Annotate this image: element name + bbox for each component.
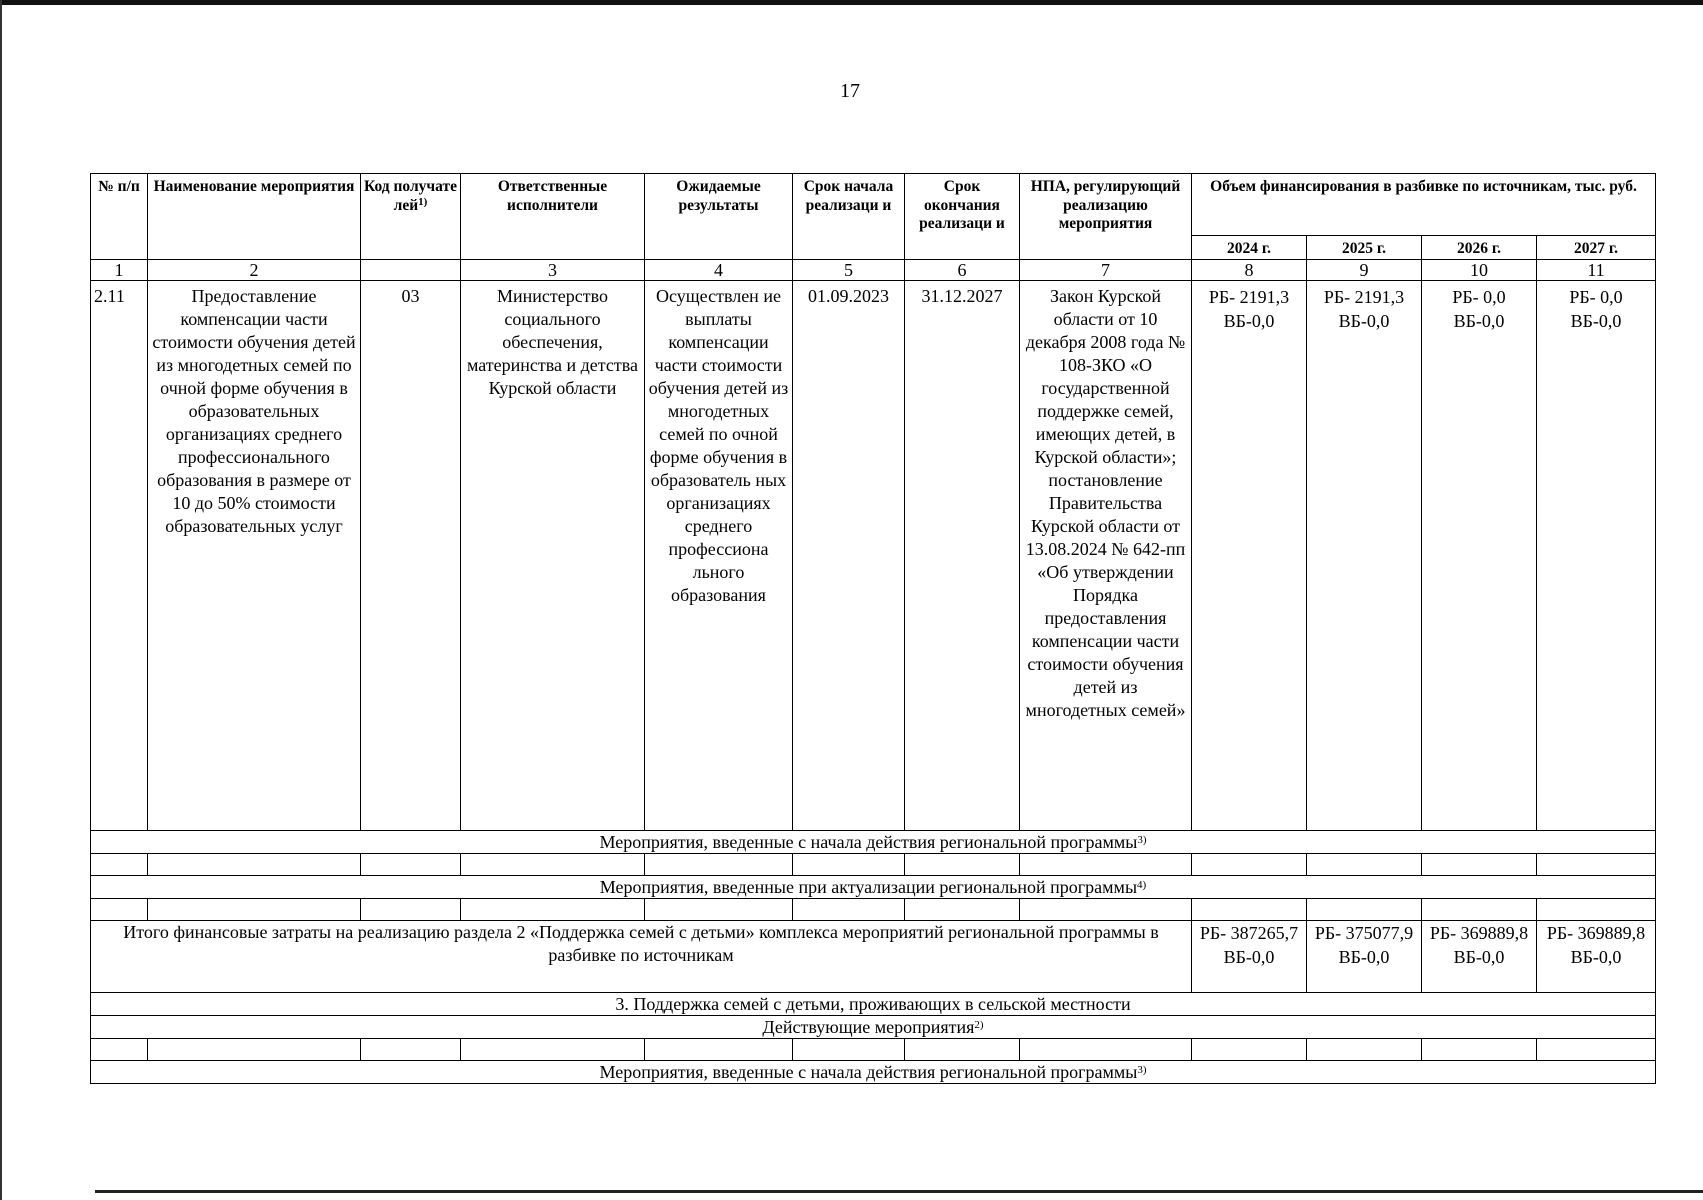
empty-cell — [91, 1038, 148, 1060]
row-npa: Закон Курской области от 10 декабря 2008 года № 108-ЗКО «О государственной поддержке семей, имеющих детей, в Курской области»; постановление Правительства Курской области от 13.08.2024 № 642-пп «Об утверждении Порядка предоставления компенсации части стоимости обучения детей из многодетных семей» — [1020, 280, 1192, 830]
page-number: 17 — [840, 80, 860, 102]
section-text: Мероприятия, введенные при актуализации региональной программы — [599, 876, 1138, 897]
empty-cell — [1192, 898, 1307, 920]
empty-cell — [91, 853, 148, 875]
empty-cell — [148, 898, 361, 920]
empty-cell — [793, 898, 905, 920]
empty-cell — [793, 853, 905, 875]
header-start: Срок начала реализаци и — [793, 174, 905, 260]
header-finance: Объем финансирования в разбивке по источникам, тыс. руб. — [1192, 174, 1656, 236]
column-number: 11 — [1537, 259, 1656, 280]
header-num: № п/п — [91, 174, 148, 260]
empty-cell — [1422, 1038, 1537, 1060]
scan-bottom-border — [95, 1190, 1703, 1193]
total-fin-2026 — [1422, 920, 1537, 992]
empty-cell — [793, 1038, 905, 1060]
fin-rb: РБ- 2191,3 — [1323, 286, 1405, 307]
empty-cell — [91, 898, 148, 920]
row-fin-2025 — [1307, 280, 1422, 830]
fin-rb: РБ- 375077,9 — [1314, 922, 1414, 943]
column-number: 7 — [1020, 259, 1192, 280]
empty-cell — [645, 853, 793, 875]
section-row — [91, 992, 1656, 1015]
column-number: 5 — [793, 259, 905, 280]
table-row — [91, 280, 1656, 830]
column-number: 1 — [91, 259, 148, 280]
section-row — [91, 1060, 1656, 1083]
empty-cell — [1422, 898, 1537, 920]
header-row — [91, 174, 1656, 236]
empty-cell — [148, 853, 361, 875]
empty-cell — [905, 1038, 1020, 1060]
header-code — [361, 174, 461, 260]
row-code: 03 — [361, 280, 461, 830]
row-num: 2.11 — [91, 280, 148, 830]
empty-cell — [148, 1038, 361, 1060]
row-start: 01.09.2023 — [793, 280, 905, 830]
empty-cell — [361, 853, 461, 875]
footnote-3: 3) — [1137, 833, 1147, 846]
section-text: Действующие мероприятия — [762, 1016, 975, 1037]
header-year: 2027 г. — [1537, 236, 1656, 260]
empty-cell — [1307, 853, 1422, 875]
fin-vb: ВБ-0,0 — [1223, 946, 1275, 967]
scan-top-border — [0, 0, 1703, 5]
header-year: 2024 г. — [1192, 236, 1307, 260]
fin-rb: РБ- 0,0 — [1569, 286, 1623, 307]
empty-row — [91, 853, 1656, 875]
measures-table — [90, 173, 1656, 1084]
column-numbers-row — [91, 259, 1656, 280]
empty-cell — [1307, 1038, 1422, 1060]
empty-cell — [1537, 1038, 1656, 1060]
section-text: Мероприятия, введенные с начала действия региональной программы — [599, 1061, 1138, 1082]
empty-cell — [1307, 898, 1422, 920]
section-3-title: 3. Поддержка семей с детьми, проживающих в сельской местности — [91, 992, 1656, 1015]
empty-cell — [361, 898, 461, 920]
empty-cell — [1422, 853, 1537, 875]
fin-vb: ВБ-0,0 — [1338, 310, 1390, 331]
empty-cell — [1537, 853, 1656, 875]
column-number: 8 — [1192, 259, 1307, 280]
total-fin-2025 — [1307, 920, 1422, 992]
fin-rb: РБ- 369889,8 — [1429, 922, 1529, 943]
empty-cell — [905, 853, 1020, 875]
row-fin-2026 — [1422, 280, 1537, 830]
empty-row — [91, 898, 1656, 920]
empty-cell — [461, 1038, 645, 1060]
column-number: 2 — [148, 259, 361, 280]
column-number: 3 — [461, 259, 645, 280]
scan-left-border — [0, 0, 2, 1200]
fin-rb: РБ- 387265,7 — [1199, 922, 1299, 943]
row-executors: Министерство социального обеспечения, материнства и детства Курской области — [461, 280, 645, 830]
row-name: Предоставление компенсации части стоимости обучения детей из многодетных семей по очной форме обучения в образовательных организациях среднего профессионального образования в размере от 10 до 50% стоимости образовательных услуг — [148, 280, 361, 830]
header-results: Ожидаемые результаты — [645, 174, 793, 260]
row-end: 31.12.2027 — [905, 280, 1020, 830]
header-year: 2025 г. — [1307, 236, 1422, 260]
empty-cell — [461, 853, 645, 875]
header-code-text: Код получате лей — [364, 178, 457, 214]
empty-cell — [461, 898, 645, 920]
section-row — [91, 1015, 1656, 1038]
empty-cell — [361, 1038, 461, 1060]
row-results: Осуществлен ие выплаты компенсации части стоимости обучения детей из многодетных семей по очной форме обучения в образователь ных организациях среднего профессиона льного образования — [645, 280, 793, 830]
total-label: Итого финансовые затраты на реализацию раздела 2 «Поддержка семей с детьми» комплекса мероприятий региональной программы в разбивке по источникам — [91, 920, 1192, 992]
total-fin-2027 — [1537, 920, 1656, 992]
header-year: 2026 г. — [1422, 236, 1537, 260]
column-number: 4 — [645, 259, 793, 280]
column-number: 6 — [905, 259, 1020, 280]
empty-cell — [905, 898, 1020, 920]
fin-rb: РБ- 0,0 — [1452, 286, 1506, 307]
section-current — [91, 1015, 1656, 1038]
header-executors: Ответственные исполнители — [461, 174, 645, 260]
empty-cell — [1020, 1038, 1192, 1060]
empty-cell — [1192, 1038, 1307, 1060]
section-introduced-start — [91, 830, 1656, 853]
empty-row — [91, 1038, 1656, 1060]
footnote-3: 3) — [1137, 1063, 1147, 1076]
column-number — [361, 259, 461, 280]
section-text: Мероприятия, введенные с начала действия региональной программы — [599, 831, 1138, 852]
empty-cell — [645, 1038, 793, 1060]
fin-vb: ВБ-0,0 — [1338, 946, 1390, 967]
row-fin-2024 — [1192, 280, 1307, 830]
fin-vb: ВБ-0,0 — [1453, 946, 1505, 967]
column-number: 9 — [1307, 259, 1422, 280]
fin-vb: ВБ-0,0 — [1570, 946, 1622, 967]
total-row — [91, 920, 1656, 992]
fin-rb: РБ- 2191,3 — [1208, 286, 1290, 307]
empty-cell — [1192, 853, 1307, 875]
empty-cell — [645, 898, 793, 920]
fin-vb: ВБ-0,0 — [1223, 310, 1275, 331]
row-fin-2027 — [1537, 280, 1656, 830]
footnote-2: 2) — [974, 1018, 984, 1031]
fin-rb: РБ- 369889,8 — [1546, 922, 1646, 943]
column-number: 10 — [1422, 259, 1537, 280]
section-introduced-start-2 — [91, 1060, 1656, 1083]
total-fin-2024 — [1192, 920, 1307, 992]
section-introduced-update — [91, 875, 1656, 898]
empty-cell — [1020, 898, 1192, 920]
footnote-1: 1) — [418, 195, 428, 208]
empty-cell — [1537, 898, 1656, 920]
header-npa: НПА, регулирующий реализацию мероприятия — [1020, 174, 1192, 260]
section-row — [91, 830, 1656, 853]
header-end: Срок окончания реализаци и — [905, 174, 1020, 260]
fin-vb: ВБ-0,0 — [1453, 310, 1505, 331]
header-name: Наименование мероприятия — [148, 174, 361, 260]
footnote-4: 4) — [1137, 878, 1147, 891]
fin-vb: ВБ-0,0 — [1570, 310, 1622, 331]
section-row — [91, 875, 1656, 898]
empty-cell — [1020, 853, 1192, 875]
